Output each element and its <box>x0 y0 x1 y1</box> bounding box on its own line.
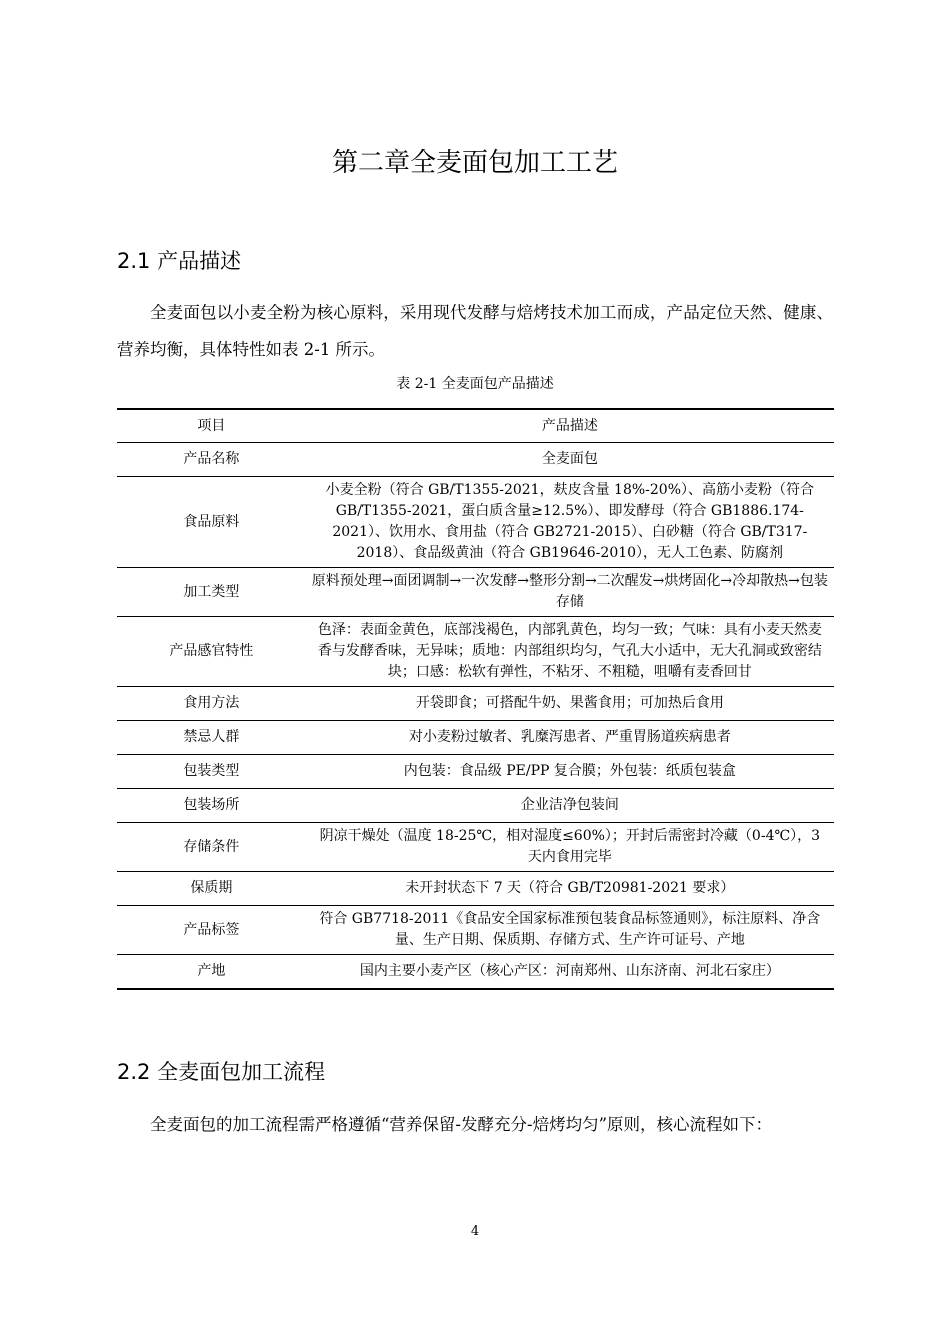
row-item-cell: 食用方法 <box>117 687 306 721</box>
row-item-cell: 产品标签 <box>117 906 306 955</box>
intro-paragraph: 全麦面包以小麦全粉为核心原料，采用现代发酵与焙烤技术加工而成，产品定位天然、健康、营养均衡，具体特性如表 2-1 所示。 <box>117 303 833 359</box>
row-item-cell: 包装类型 <box>117 755 306 789</box>
table-row <box>117 955 834 990</box>
table-row <box>117 755 834 789</box>
row-content-cell: 原料预处理→面团调制→一次发酵→整形分割→二次醒发→烘烤固化→冷却散热→包装存储 <box>306 568 834 617</box>
table-row <box>117 789 834 823</box>
row-item-cell: 产地 <box>117 955 306 990</box>
column-header-item: 项目 <box>117 409 306 443</box>
row-item-cell: 产品感官特性 <box>117 617 306 687</box>
table-row <box>117 617 834 687</box>
row-content-cell: 企业洁净包装间 <box>306 789 834 823</box>
chapter-title: 第二章全麦面包加工工艺 <box>331 148 618 178</box>
row-item-cell: 加工类型 <box>117 568 306 617</box>
row-item-cell: 保质期 <box>117 872 306 906</box>
row-content-cell: 小麦全粉（符合 GB/T1355-2021，麸皮含量 18%-20%）、高筋小麦粉（符合 GB/T1355-2021，蛋白质含量≥12.5%）、即发酵母（符合 GB1886.174-2021）、饮用水、食用盐（符合 GB2721-2015）、白砂糖（符合 GB/T317-2018）、食品级黄油（符合 GB19646-2010），无人工色素、防腐剂 <box>306 477 834 568</box>
row-content-cell: 内包装：食品级 PE/PP 复合膜；外包装：纸质包装盒 <box>306 755 834 789</box>
table-row <box>117 721 834 755</box>
row-content-cell: 国内主要小麦产区（核心产区：河南郑州、山东济南、河北石家庄） <box>306 955 834 990</box>
section-heading-process-flow: 2.2 全麦面包加工流程 <box>117 1060 326 1084</box>
row-item-cell: 产品名称 <box>117 443 306 477</box>
table-caption: 表 2-1 全麦面包产品描述 <box>396 376 554 392</box>
row-content-cell: 色泽：表面金黄色，底部浅褐色，内部乳黄色，均匀一致；气味：具有小麦天然麦香与发酵香味，无异味；质地：内部组织均匀，气孔大小适中，无大孔洞或致密结块；口感：松软有弹性，不粘牙、不粗糙，咀嚼有麦香回甘 <box>306 617 834 687</box>
row-item-cell: 包装场所 <box>117 789 306 823</box>
row-content-cell: 符合 GB7718-2011《食品安全国家标准预包装食品标签通则》，标注原料、净含量、生产日期、保质期、存储方式、生产许可证号、产地 <box>306 906 834 955</box>
process-paragraph: 全麦面包的加工流程需严格遵循“营养保留-发酵充分-焙烤均匀”原则，核心流程如下： <box>150 1115 773 1134</box>
row-content-cell: 未开封状态下 7 天（符合 GB/T20981-2021 要求） <box>306 872 834 906</box>
table-row <box>117 568 834 617</box>
column-header-description: 产品描述 <box>306 409 834 443</box>
page-number: 4 <box>470 1224 480 1239</box>
section-heading-product-description: 2.1 产品描述 <box>117 249 242 273</box>
table-row <box>117 443 834 477</box>
row-content-cell: 对小麦粉过敏者、乳糜泻患者、严重胃肠道疾病患者 <box>306 721 834 755</box>
product-description-table <box>117 408 834 990</box>
table-header-row <box>117 409 834 443</box>
row-content-cell: 全麦面包 <box>306 443 834 477</box>
row-item-cell: 禁忌人群 <box>117 721 306 755</box>
row-item-cell: 存储条件 <box>117 823 306 872</box>
row-content-cell: 开袋即食；可搭配牛奶、果酱食用；可加热后食用 <box>306 687 834 721</box>
table-row <box>117 872 834 906</box>
row-content-cell: 阴凉干燥处（温度 18-25℃，相对湿度≤60%）；开封后需密封冷藏（0-4℃），3 天内食用完毕 <box>306 823 834 872</box>
table-row <box>117 823 834 872</box>
table-row <box>117 906 834 955</box>
table-row <box>117 477 834 568</box>
table-row <box>117 687 834 721</box>
row-item-cell: 食品原料 <box>117 477 306 568</box>
